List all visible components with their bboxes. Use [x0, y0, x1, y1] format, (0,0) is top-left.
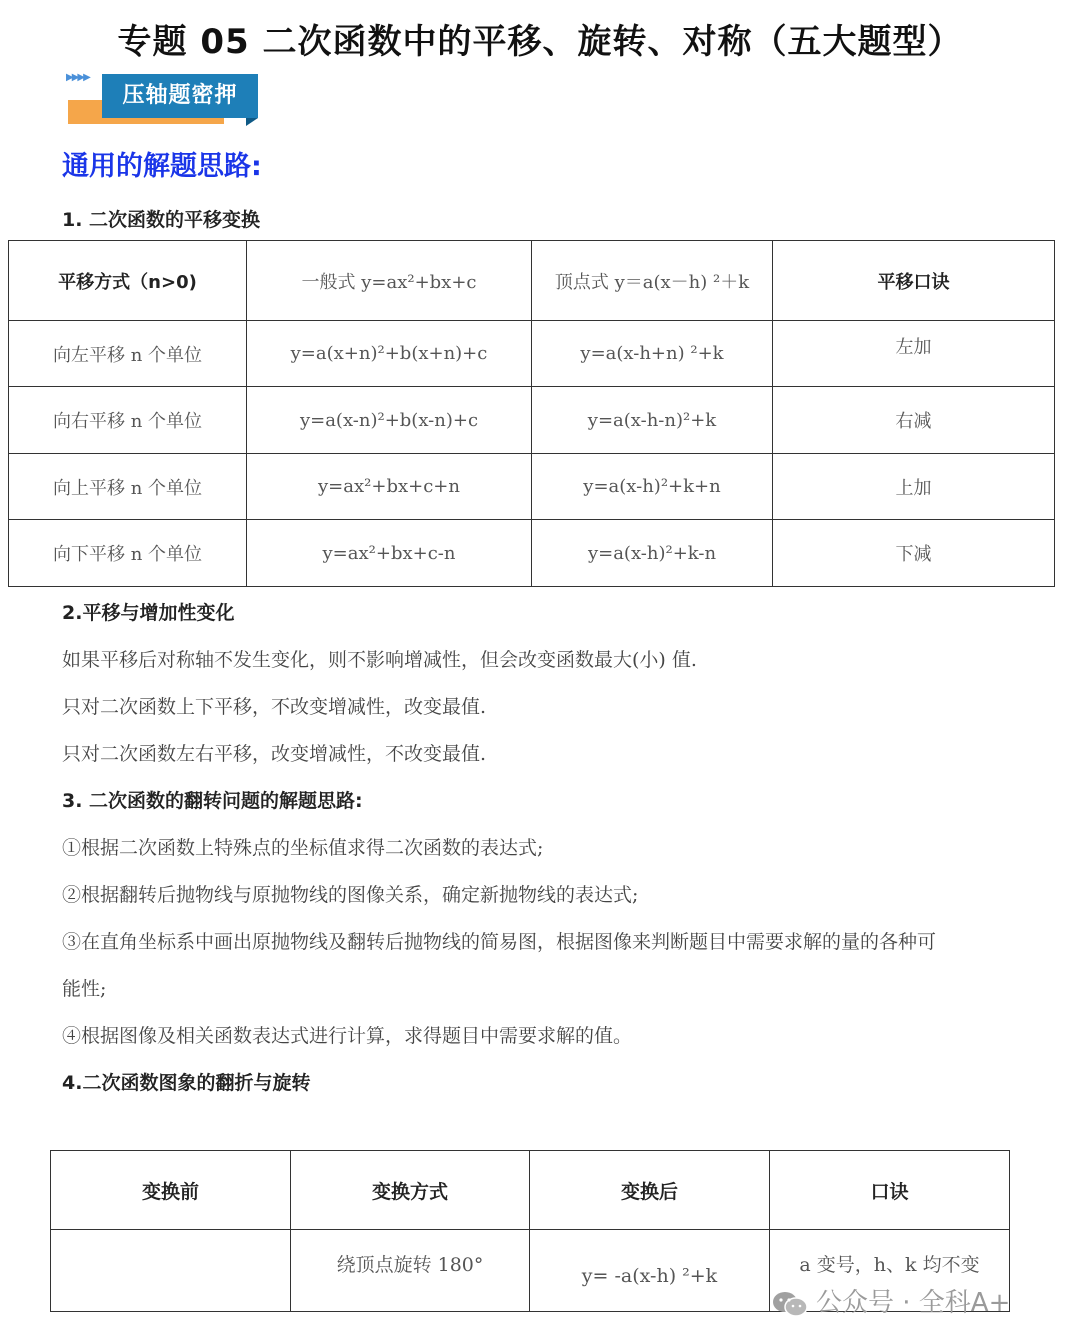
header-cell: 平移口诀	[773, 241, 1055, 321]
general-approach-heading: 通用的解题思路:	[62, 151, 262, 182]
table-cell: y=ax²+bx+c+n	[247, 454, 532, 520]
section-1-heading: 1. 二次函数的平移变换	[62, 209, 261, 231]
arrows-icon: ▶▶▶▶	[66, 72, 89, 83]
wechat-icon	[772, 1291, 808, 1317]
table-cell: y=a(x+n)²+b(x+n)+c	[247, 321, 532, 387]
section-2-heading: 2.平移与增加性变化	[62, 602, 235, 624]
section-3-heading: 3. 二次函数的翻转问题的解题思路:	[62, 790, 363, 812]
header-cell: 平移方式（n>0)	[9, 241, 247, 321]
table-cell	[51, 1230, 291, 1312]
table-cell: y=a(x-h+n) ²+k	[532, 321, 773, 387]
table-cell: 右减	[773, 387, 1055, 454]
badge-label: 压轴题密押	[102, 74, 258, 118]
table-cell: y=ax²+bx+c-n	[247, 520, 532, 587]
header-cell: 变换前	[51, 1151, 291, 1230]
paragraph: ④根据图像及相关函数表达式进行计算，求得题目中需要求解的值。	[62, 1025, 633, 1047]
paragraph: ①根据二次函数上特殊点的坐标值求得二次函数的表达式;	[62, 837, 544, 859]
paragraph: 如果平移后对称轴不发生变化，则不影响增减性，但会改变函数最大(小) 值.	[62, 649, 697, 671]
paragraph: ②根据翻转后抛物线与原抛物线的图像关系，确定新抛物线的表达式;	[62, 884, 639, 906]
table-row	[9, 520, 1055, 587]
table-cell: a 变号，h、k 均不变	[770, 1230, 1010, 1312]
table-cell: 向下平移 n 个单位	[9, 520, 247, 587]
table-cell: 绕顶点旋转 180°	[291, 1230, 530, 1312]
table-cell: 向左平移 n 个单位	[9, 321, 247, 387]
table-header-row	[51, 1151, 1010, 1230]
table-cell: y=a(x-n)²+b(x-n)+c	[247, 387, 532, 454]
table-header-row	[9, 241, 1055, 321]
table-cell: 向右平移 n 个单位	[9, 387, 247, 454]
table-cell: y= -a(x-h) ²+k	[530, 1230, 770, 1312]
paragraph: 只对二次函数左右平移，改变增减性，不改变最值.	[62, 743, 487, 765]
section-4-heading: 4.二次函数图象的翻折与旋转	[62, 1072, 311, 1094]
table-cell: 向上平移 n 个单位	[9, 454, 247, 520]
header-cell: 顶点式 y＝a(x－h) ²＋k	[532, 241, 773, 321]
table-cell: y=a(x-h)²+k-n	[532, 520, 773, 587]
paragraph: ③在直角坐标系中画出原抛物线及翻转后抛物线的简易图，根据图像来判断题目中需要求解的量的各种可	[62, 931, 937, 953]
header-cell: 变换后	[530, 1151, 770, 1230]
header-cell: 一般式 y=ax²+bx+c	[247, 241, 532, 321]
page-title: 专题 05 二次函数中的平移、旋转、对称（五大题型）	[117, 22, 963, 62]
table-cell: 左加	[773, 321, 1055, 387]
section-badge	[66, 70, 262, 126]
badge-fold	[246, 118, 258, 126]
table-cell: 下减	[773, 520, 1055, 587]
table-row	[9, 321, 1055, 387]
header-cell: 变换方式	[291, 1151, 530, 1230]
paragraph: 能性;	[62, 978, 107, 1000]
table-cell: y=a(x-h)²+k+n	[532, 454, 773, 520]
table-row	[9, 387, 1055, 454]
table-row	[9, 454, 1055, 520]
watermark-text: 公众号 · 全科A+	[816, 1288, 1011, 1318]
header-cell: 口诀	[770, 1151, 1010, 1230]
table-cell: y=a(x-h-n)²+k	[532, 387, 773, 454]
translation-table	[8, 240, 1055, 587]
table-cell: 上加	[773, 454, 1055, 520]
watermark	[772, 1282, 1010, 1319]
paragraph: 只对二次函数上下平移，不改变增减性，改变最值.	[62, 696, 487, 718]
